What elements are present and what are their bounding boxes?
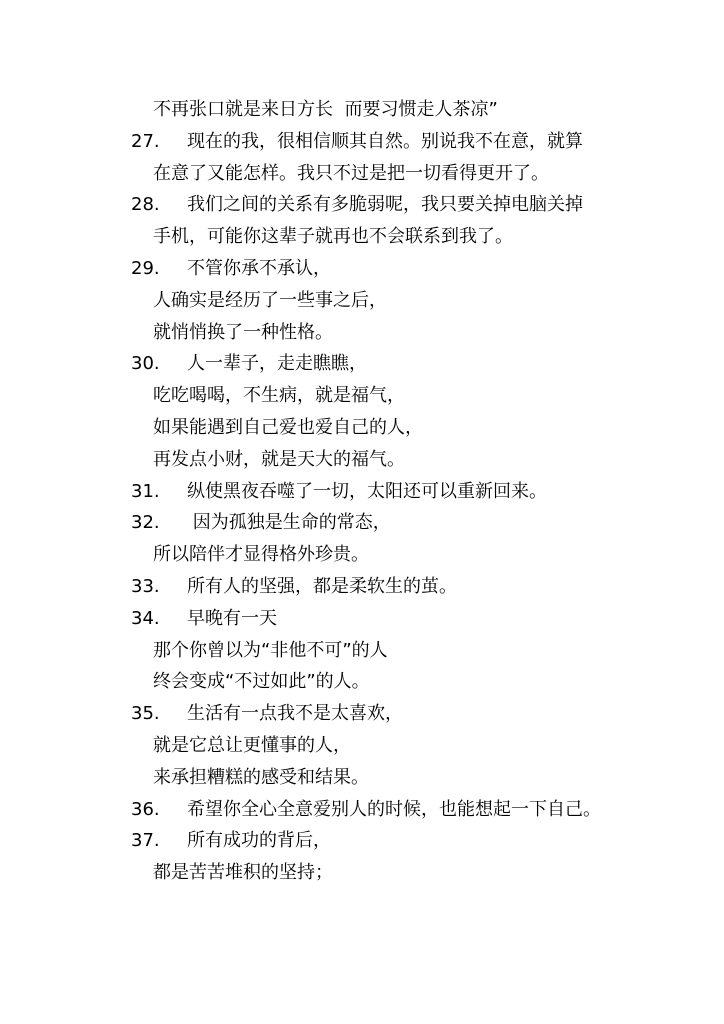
line-text: 就悄悄换了一种性格。	[153, 321, 333, 343]
item-number: 37.	[131, 830, 160, 852]
item-text: 早晚有一天	[187, 607, 277, 629]
item-text: 所有人的坚强，都是柔软生的茧。	[187, 576, 457, 597]
item-number: 30.	[131, 353, 160, 375]
item-text: 人一辈子，走走瞧瞧，	[187, 353, 367, 375]
item-text: 我们之间的关系有多脆弱呢，我只要关掉电脑关掉	[187, 194, 583, 216]
item-number: 36.	[131, 798, 160, 820]
line-text: 来承担糟糕的感受和结果。	[153, 766, 369, 788]
item-text: 生活有一点我不是太喜欢，	[187, 703, 403, 725]
line-text: 如果能遇到自己爱也爱自己的人，	[153, 417, 423, 438]
line-text: 终会变成“不过如此”的人。	[153, 671, 370, 693]
item-text: 所有成功的背后，	[187, 830, 331, 852]
item-text: 纵使黑夜吞噬了一切，太阳还可以重新回来。	[187, 480, 547, 502]
line-text: 人确实是经历了一些事之后，	[153, 289, 387, 311]
line-text: 那个你曾以为“非他不可”的人	[153, 639, 388, 661]
item-text: 因为孤独是生命的常态，	[187, 512, 391, 534]
item-number: 29.	[131, 258, 160, 279]
line-text: 不再张口就是来日方长 而要习惯走人茶凉”	[153, 99, 498, 120]
line-text: 手机，可能你这辈子就再也不会联系到我了。	[153, 226, 513, 248]
item-number: 27.	[131, 130, 160, 152]
item-text: 希望你全心全意爱别人的时候，也能想起一下自己。	[187, 798, 601, 820]
item-text: 现在的我，很相信顺其自然。别说我不在意，就算	[187, 130, 583, 152]
item-number: 32.	[131, 512, 160, 534]
item-number: 31.	[131, 480, 160, 502]
line-text: 在意了又能怎样。我只不过是把一切看得更开了。	[153, 162, 549, 184]
line-text: 就是它总让更懂事的人，	[153, 735, 351, 756]
line-text: 都是苦苦堆积的坚持；	[153, 862, 333, 884]
line-text: 所以陪伴才显得格外珍贵。	[153, 544, 369, 566]
line-text: 再发点小财，就是天大的福气。	[153, 448, 405, 470]
item-number: 28.	[131, 194, 160, 216]
item-number: 35.	[131, 703, 160, 725]
item-number: 34.	[131, 607, 160, 629]
item-text: 不管你承不承认，	[187, 258, 331, 279]
line-text: 吃吃喝喝，不生病，就是福气，	[153, 385, 405, 407]
item-number: 33.	[131, 576, 160, 597]
